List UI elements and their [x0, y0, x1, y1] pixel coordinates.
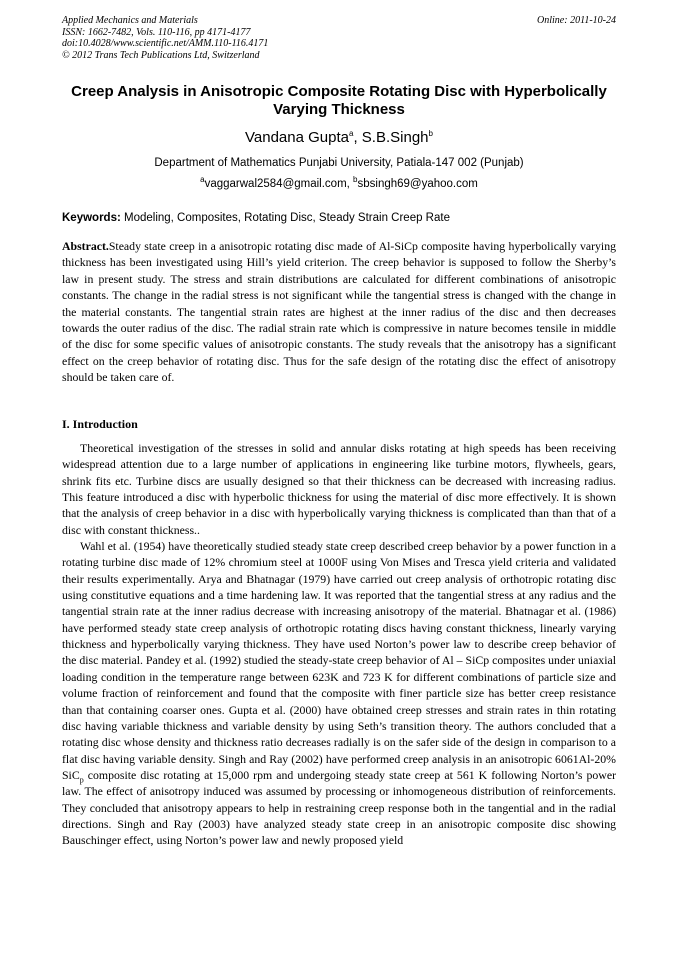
abstract-label: Abstract. — [62, 239, 109, 253]
author-list — [62, 129, 616, 147]
paragraph — [62, 538, 616, 849]
issn-line: ISSN: 1662-7482, Vols. 110-116, pp 4171-4177 — [62, 26, 251, 38]
affiliation-marker: b — [428, 129, 433, 138]
affiliation-marker: a — [200, 175, 205, 185]
affiliation-marker: b — [353, 175, 358, 185]
email-address: sbsingh69@yahoo.com — [357, 178, 478, 190]
body-text — [62, 440, 616, 849]
author-name: Vandana Gupta — [245, 129, 349, 146]
paragraph: Theoretical investigation of the stresses in solid and annular disks rotating at high speeds has been receiving widespread attention due to a large number of applications in engineering like turbine motors, flywheels, gears, shrink fits etc. Turbine discs are usually designed so that their thickness can be decreased with increasing radius. This feature introduced a disc with hyperbolic thickness for using the material of disc more effectively. It is shown that the analysis of creep behavior in a disc with hyperbolically varying thickness is complicated than than that of a disc with constant thickness.. — [62, 441, 616, 537]
author-name: S.B.Singh — [361, 129, 429, 146]
doi-line: doi:10.4028/www.scientific.net/AMM.110-116.4171 — [62, 38, 269, 49]
affiliation-marker: a — [349, 129, 354, 138]
subscript: p — [79, 775, 84, 785]
copyright-line: © 2012 Trans Tech Publications Ltd, Switzerland — [62, 49, 260, 61]
paragraph-text: composite disc rotating at 15,000 rpm and undergoing steady state creep at 561 K following Norton’s power law. The effect of anisotropy induced was assumed by processing or inhomogeneous distribution of reinforcements. They concluded that anisotropy appears to help in restraining creep response both in the tangential and in the radial directions. Singh and Ray (2003) have analyzed steady state creep in an anisotropic composite disc showing Bauschinger effect, using Norton’s power law and newly proposed yield — [62, 767, 616, 848]
email-list — [62, 177, 616, 191]
email-separator: , — [346, 178, 354, 190]
author-separator: , — [353, 129, 362, 146]
keywords — [62, 211, 616, 225]
keywords-label: Keywords: — [62, 212, 121, 224]
affiliation: Department of Mathematics Punjabi University, Patiala-147 002 (Punjab) — [154, 157, 524, 169]
paper-title: Creep Analysis in Anisotropic Composite Rotating Disc with Hyperbolically Varying Thickness — [71, 83, 607, 118]
online-date: Online: 2011-10-24 — [537, 15, 616, 26]
keywords-text: Modeling, Composites, Rotating Disc, Steady Strain Creep Rate — [120, 212, 450, 224]
email-address: vaggarwal2584@gmail.com — [204, 178, 347, 190]
journal-name: Applied Mechanics and Materials — [62, 15, 198, 26]
abstract-text: Steady state creep in a anisotropic rotating disc made of Al-SiCp composite having hyperbolically varying thickness has been investigated using Hill’s yield criterion. The creep behavior is supposed to follow the Sherby’s law in present study. The stress and strain distributions are calculated for different combinations of anisotropic constants. The change in the radial stress is not significant while the tangential stress is changed with the change in the material constants. The tangential strain rates are highest at the inner radius of the disc and then decreases towards the outer radius of the disc. The radial strain rate which is compressive in nature becomes tensile in middle of the disc for some specific values of anisotropic constants. The study reveals that the anisotropy has a significant effect on the creep behavior of rotating disc. Thus for the safe design of the rotating disc the effect of anisotropy should be taken care of. — [62, 239, 616, 385]
journal-header — [62, 15, 442, 61]
paragraph-text: Wahl et al. (1954) have theoretically studied steady state creep described creep behavior by a power function in a rotating turbine disc made of 12% chromium steel at 1000F using Von Mises and Tresca yield criteria and validated their results experimentally. Arya and Bhatnagar (1979) have carried out creep analysis of orthotropic rotating disc using constitutive equations and a time hardening law. It was reported that the tangential stress at any radius and the tangential strain rate at the inner radius decrease with increasing anisotropy of the material. Bhatnagar et al. (1986) have performed steady state creep analysis of orthotropic rotating discs having constant thickness, linearly varying thickness and hyperbolically varying thickness. They have used Norton’s power law to describe creep behavior of the disc material. Pandey et al. (1992) studied the steady-state creep behavior of Al – SiCp composites under uniaxial loading condition in the temperature range between 623K and 723 K for different combinations of particle size and volume fraction of reinforcement and found that the composite with finer particle size has better creep resistance than that containing coarser ones. Gupta et al. (2000) have obtained creep stresses and strain rates in thin rotating disc having variable thickness and variable density by using Seth’s transition theory. The authors concluded that a rotating disc whose density and thickness ratio decreases radially is on the safer side of the design in comparison to a flat disc having variable density. Singh and Ray (2002) have performed creep analysis in an anisotropic 6061Al-20% SiC — [62, 539, 616, 782]
section-heading: I. Introduction — [62, 417, 138, 431]
abstract — [62, 238, 616, 386]
